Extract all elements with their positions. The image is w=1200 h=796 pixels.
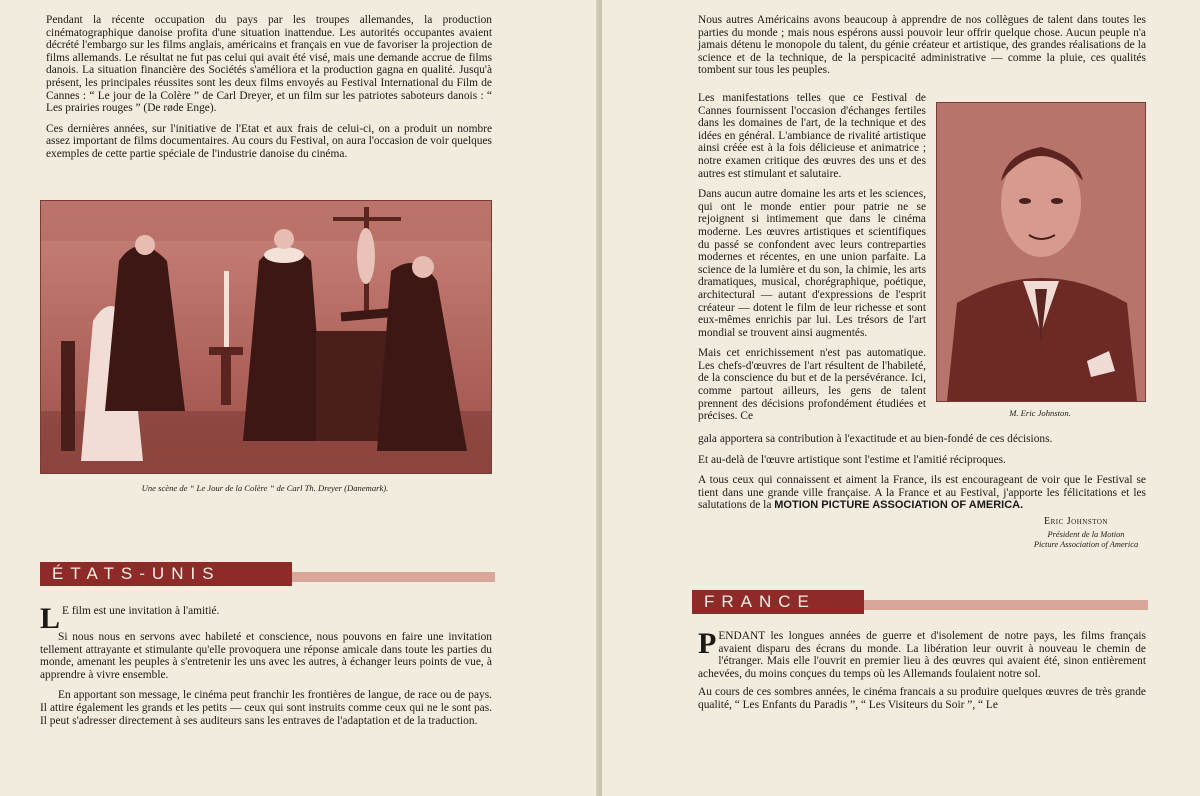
signature-title: Président de la Motion Picture Association of America [1033, 530, 1139, 549]
film-still-photo [40, 200, 492, 474]
section-title-france: FRANCE [692, 590, 864, 614]
section-title-etats-unis: ÉTATS-UNIS [40, 562, 292, 586]
us-text [40, 602, 492, 727]
right-page [602, 0, 1200, 796]
portrait-photo [936, 102, 1146, 402]
france-text [698, 627, 1146, 712]
dropcap-p: P [698, 627, 717, 660]
us-paragraph-1: L E film est une invitation à l'amitié. [40, 602, 220, 635]
france-paragraph-1: PENDANT les longues années de guerre et d'isolement de notre pays, les films français avaient disparu des écrans du monde. La libération leur ouvrit à nouveau le chemin de l'étranger. Mais elle l'ouvrit en premier lieu à des œuvres qui avaient été, sinon entièrement achevées, du moins conçues du temps où les Allemands foulaient notre sol. [698, 627, 1146, 680]
portrait-illustration [937, 103, 1145, 401]
right-paragraph-4a: Mais cet enrichissement n'est pas automatique. Les chefs-d'œuvres de l'art résultent de l'habileté, de la conscience du but et de la persévérance. Ici, comme partout ailleurs, les gens de talent prennent des décisions profondément étudiées et précises. Ce [698, 347, 926, 423]
right-paragraph-2: Les manifestations telles que ce Festival de Cannes fournissent l'occasion d'échanges fertiles dans les domaines de l'art, de la technique et des idées en général. L'ambiance de rivalité artistique ainsi créée est à la fois délicieuse et animatrice ; notre examen critique des œuvres des uns et des autres est stimulant et salutaire. [698, 92, 926, 180]
us-paragraph-3: En apportant son message, le cinéma peut franchir les frontières de langue, de race ou de pays. Il attire également les grands et les petits — ceux qui sont instruits comme ceux qui ne le sont pas. Il peut s'adresser directement à ses auditeurs sans les entraves de l'adaptation et de la traduction. [40, 689, 492, 727]
denmark-paragraph-2: Ces dernières années, sur l'initiative de l'Etat et aux frais de celui-ci, on a produit un nombre assez important de films documentaires. Au cours du Festival, on aura l'occasion de voir quelques exemples de cette partie spéciale de l'industrie danoise du cinéma. [46, 122, 492, 160]
right-paragraph-4b: gala apportera sa contribution à l'exactitude et au bien-fondé de ces décisions. [698, 433, 1053, 445]
right-paragraph-5: Et au-delà de l'œuvre artistique sont l'estime et l'amitié réciproques. [698, 453, 1006, 466]
film-still-illustration [41, 201, 491, 473]
right-paragraph-3: Dans aucun autre domaine les arts et les sciences, qui ont le monde entier pour patrie ne se rejoignent si intimement que dans le cinéma moderne. Les œuvres artistiques et scientifiques du passé se confondent avec leurs contreparties modernes et récentes, en une union parfaite. La science de la lumière et du son, la chimie, les arts dramatiques, musical, chorégraphique, poétique, architectural — autant d'expressions de l'esprit créateur — dotent le film de leur richesse et sont eux-mêmes enrichis par lui. Les trésors de l'art mondial se trouvent ainsi augmentés. [698, 188, 926, 339]
denmark-paragraph-1: Pendant la récente occupation du pays par les troupes allemandes, la production cinématographique danoise profita d'une situation inattendue. Les autorités occupantes avaient décrété l'embargo sur les films anglais, américains et français en vue de favoriser la projection de films allemands. Le résultat ne fut pas celui qui avait été visé, mais une demande accrue de films danois. La situation financière des Sociétés s'améliora et la production gagna en qualité. Jusqu'à présent, les principales réussites sont les deux films envoyés au Festival International du Film de Cannes : “ Le jour de la Colère ” de Carl Dreyer, et un film sur les patriotes saboteurs danois : “ Les prairies rouges ” (De røde Enge). [46, 14, 492, 115]
right-lower-text [698, 433, 1146, 512]
dropcap-l: L [40, 602, 61, 635]
denmark-text [46, 14, 492, 161]
france-paragraph-2: Au cours de ces sombres années, le cinéma francais a su produire quelques œuvres de très grande qualité, “ Les Enfants du Paradis ”, “ Les Visiteurs du Soir ”, “ Le [698, 686, 1146, 711]
us-paragraph-2: Si nous nous en servons avec habileté et conscience, nous pouvons en faire une invitation tellement attrayante et stimulante qu'elle provoquera une réponse amicale dans toute les parties du monde, amenant les peuples à s'entretenir les uns avec les autres, à échanger leurs points de vue, à apprendre à vivre ensemble. [40, 631, 492, 681]
signature-name: Eric Johnston [1044, 516, 1108, 527]
portrait-caption: M. Eric Johnston. [1009, 408, 1071, 418]
film-still-caption: Une scène de “ Le Jour de la Colère ” de Carl Th. Dreyer (Danemark). [141, 483, 389, 493]
left-page [0, 0, 598, 796]
right-column-text [698, 92, 926, 423]
right-paragraph-1: Nous autres Américains avons beaucoup à apprendre de nos collègues de talent dans toutes les parties du monde ; mais nous espérons aussi pouvoir leur offrir quelque chose. Aucun peuple n'a jamais détenu le monopole du talent, du génie créateur et artistique, des grandes réalisations de la science et de la technique, de la perspicacité administrative — comme la pluie, ces qualités tombent sur tous les peuples. [698, 14, 1146, 77]
right-paragraph-6: A tous ceux qui connaissent et aiment la France, ils est encourageant de voir que le Festival se tient dans une grande ville française. A la France et au Festival, j'apporte les félicitations et les salutations de la MOTION PICTURE ASSOCIATION OF AMERICA. [698, 474, 1146, 512]
